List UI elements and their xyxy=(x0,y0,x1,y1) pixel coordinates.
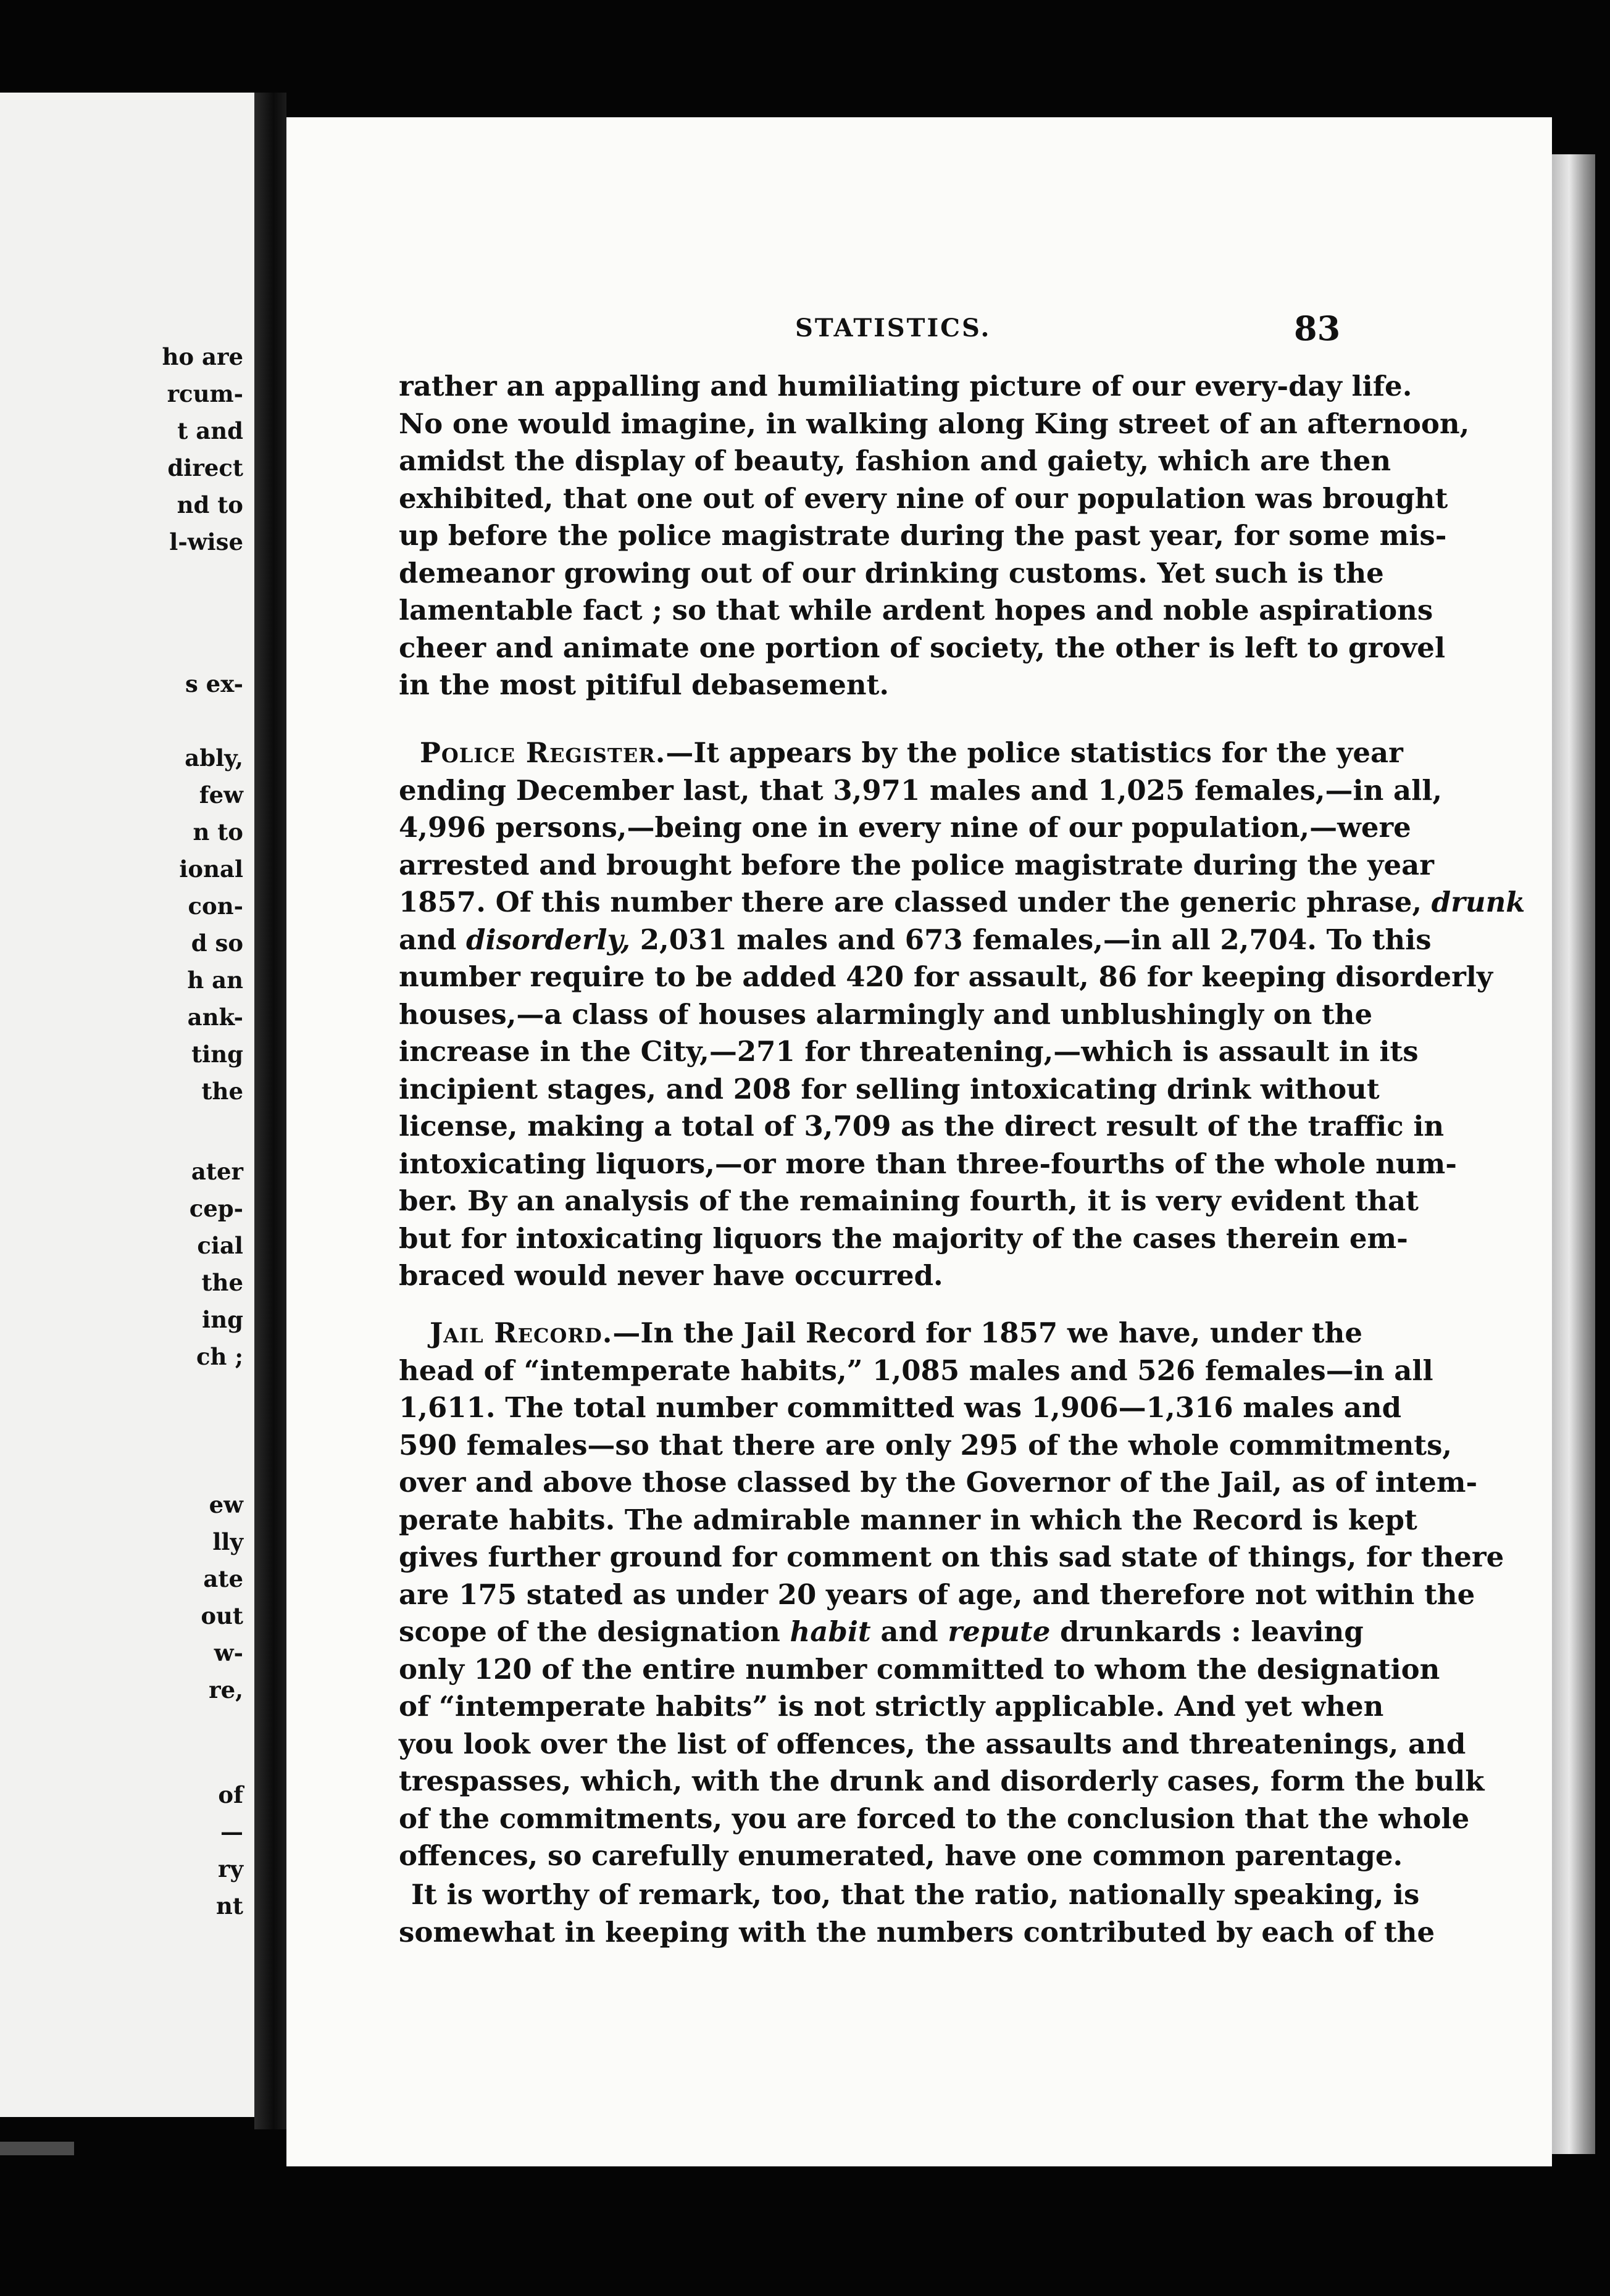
text-run: scope of the designation xyxy=(399,1615,790,1648)
text-line: gives further ground for comment on this sad state of things, for there xyxy=(399,1541,1504,1573)
section-heading-jail-record: Jail Record. xyxy=(430,1316,613,1349)
left-page-fragment: the xyxy=(201,1078,243,1105)
paragraph-remark xyxy=(399,1876,1435,1951)
left-page-fragment: ing xyxy=(202,1306,243,1333)
text-line: lamentable fact ; so that while ardent hopes and noble aspirations xyxy=(399,594,1433,626)
text-line xyxy=(399,884,1525,921)
left-page-fragment: d so xyxy=(191,930,243,957)
text-run: and xyxy=(399,923,467,956)
book-gutter xyxy=(254,93,286,2129)
text-line: but for intoxicating liquors the majority of the cases therein em- xyxy=(399,1221,1408,1255)
text-line: up before the police magistrate during the past year, for some mis- xyxy=(399,519,1447,552)
page-number: 83 xyxy=(1294,309,1341,348)
left-page-fragment: lly xyxy=(212,1528,243,1555)
left-page-fragment: ate xyxy=(203,1565,243,1592)
running-head: STATISTICS. xyxy=(795,314,991,343)
paragraph-intro xyxy=(399,368,1470,704)
text-line: in the most pitiful debasement. xyxy=(399,668,890,701)
left-page-fragment: s ex- xyxy=(185,670,243,697)
left-page-fragment: few xyxy=(199,781,243,809)
left-page-fragment: l-wise xyxy=(169,528,243,555)
text-line: license, making a total of 3,709 as the direct result of the traffic in xyxy=(399,1110,1445,1142)
italic-text: drunk xyxy=(1431,886,1525,918)
text-line: braced would never have occurred. xyxy=(399,1259,943,1292)
paragraph-3 xyxy=(399,1315,1504,1875)
left-page-fragment: cep- xyxy=(189,1195,243,1222)
left-page-fragment: ew xyxy=(209,1491,243,1518)
text-line: No one would imagine, in walking along King street of an afternoon, xyxy=(399,407,1470,440)
text-line: 1,611. The total number committed was 1,906—1,316 males and xyxy=(399,1391,1402,1424)
text-line: rather an appalling and humiliating picture of our every-day life. xyxy=(399,370,1412,402)
text-line: incipient stages, and 208 for selling intoxicating drink without xyxy=(399,1072,1380,1105)
paragraph-jail-record xyxy=(399,1315,1504,1875)
left-page-fragment: n to xyxy=(193,818,243,846)
left-page-fragment: w- xyxy=(214,1639,243,1666)
text-line: you look over the list of offences, the assaults and threatenings, and xyxy=(399,1727,1466,1760)
left-page-fragment: ional xyxy=(179,855,243,883)
left-page-fragment: con- xyxy=(188,892,243,920)
italic-text: habit xyxy=(790,1615,871,1648)
text-line: increase in the City,—271 for threatening,—which is assault in its xyxy=(399,1035,1419,1068)
section-heading-police-register: Police Register. xyxy=(420,736,666,769)
left-page-fragment: ry xyxy=(218,1855,243,1882)
text-line: only 120 of the entire number committed to whom the designation xyxy=(399,1652,1440,1686)
text-line xyxy=(399,734,1403,772)
text-line: arrested and brought before the police magistrate during the year xyxy=(399,848,1434,881)
text-line xyxy=(399,921,1432,959)
text-run: and xyxy=(870,1615,948,1648)
text-run: drunkards : leaving xyxy=(1050,1615,1364,1648)
text-line: houses,—a class of houses alarmingly and unblushingly on the xyxy=(399,997,1373,1031)
left-facing-page xyxy=(0,93,257,2117)
left-page-fragment: of xyxy=(218,1781,243,1808)
text-line: ending December last, that 3,971 males and 1,025 females,—in all, xyxy=(399,773,1442,807)
text-line: 4,996 persons,—being one in every nine of our population,—were xyxy=(399,811,1411,844)
text-run: —It appears by the police statistics for the year xyxy=(665,736,1403,769)
text-line: somewhat in keeping with the numbers contributed by each of the xyxy=(399,1915,1435,1949)
left-page-fragment: ho are xyxy=(162,343,243,370)
text-line: offences, so carefully enumerated, have one common parentage. xyxy=(399,1839,1403,1872)
text-line: amidst the display of beauty, fashion and gaiety, which are then xyxy=(399,444,1391,477)
left-page-fragment: ch ; xyxy=(196,1343,243,1370)
text-line: demeanor growing out of our drinking customs. Yet such is the xyxy=(399,556,1384,589)
text-run: 1857. Of this number there are classed under the generic phrase, xyxy=(399,886,1432,918)
left-page-fragment: direct xyxy=(167,454,243,481)
text-line: It is worthy of remark, too, that the ratio, nationally speaking, is xyxy=(411,1878,1420,1911)
left-page-fragment: rcum- xyxy=(167,380,243,407)
text-run: 2,031 males and 673 females,—in all 2,704. To this xyxy=(630,923,1432,956)
left-page-fragment: out xyxy=(201,1602,243,1629)
italic-text: disorderly, xyxy=(466,923,631,956)
paragraph-1 xyxy=(399,368,1470,704)
left-page-fragment: nt xyxy=(216,1892,243,1920)
text-line xyxy=(399,1315,1362,1352)
text-line: over and above those classed by the Governor of the Jail, as of intem- xyxy=(399,1466,1478,1499)
left-page-fragment: ater xyxy=(191,1158,243,1185)
left-page-fragment: the xyxy=(201,1269,243,1296)
page-edge xyxy=(1552,154,1595,2154)
text-line: head of “intemperate habits,” 1,085 males and 526 females—in all xyxy=(399,1354,1433,1387)
text-line: of the commitments, you are forced to the conclusion that the whole xyxy=(399,1802,1470,1835)
text-run: —In the Jail Record for 1857 we have, under the xyxy=(612,1316,1362,1349)
text-line xyxy=(399,1613,1364,1651)
left-page-fragment: ably, xyxy=(185,744,243,772)
scan-smudge xyxy=(0,2142,74,2155)
italic-text: repute xyxy=(948,1615,1051,1648)
paragraph-police-register xyxy=(399,734,1525,1295)
text-line: 590 females—so that there are only 295 of the whole commitments, xyxy=(399,1428,1453,1462)
paragraph-4 xyxy=(399,1876,1435,1951)
text-line: number require to be added 420 for assault, 86 for keeping disorderly xyxy=(399,960,1493,993)
text-line: ber. By an analysis of the remaining fourth, it is very evident that xyxy=(399,1184,1419,1217)
left-page-fragment: — xyxy=(220,1818,243,1845)
text-line: perate habits. The admirable manner in which the Record is kept xyxy=(399,1503,1417,1536)
left-page-fragment: h an xyxy=(187,967,243,994)
text-line: exhibited, that one out of every nine of our population was brought xyxy=(399,481,1448,515)
text-line: cheer and animate one portion of society, the other is left to grovel xyxy=(399,631,1446,664)
left-page-fragment: nd to xyxy=(177,491,243,518)
left-page-fragment: cial xyxy=(197,1232,243,1259)
text-line: intoxicating liquors,—or more than three-fourths of the whole num- xyxy=(399,1147,1457,1180)
left-page-fragment: t and xyxy=(177,417,243,444)
paragraph-2 xyxy=(399,734,1525,1295)
left-page-fragment: re, xyxy=(209,1676,243,1703)
text-line: of “intemperate habits” is not strictly applicable. And yet when xyxy=(399,1690,1384,1723)
left-page-fragment: ting xyxy=(191,1041,243,1068)
left-page-fragment: ank- xyxy=(187,1004,243,1031)
text-line: are 175 stated as under 20 years of age, and therefore not within the xyxy=(399,1578,1475,1611)
text-line: trespasses, which, with the drunk and disorderly cases, form the bulk xyxy=(399,1765,1485,1797)
